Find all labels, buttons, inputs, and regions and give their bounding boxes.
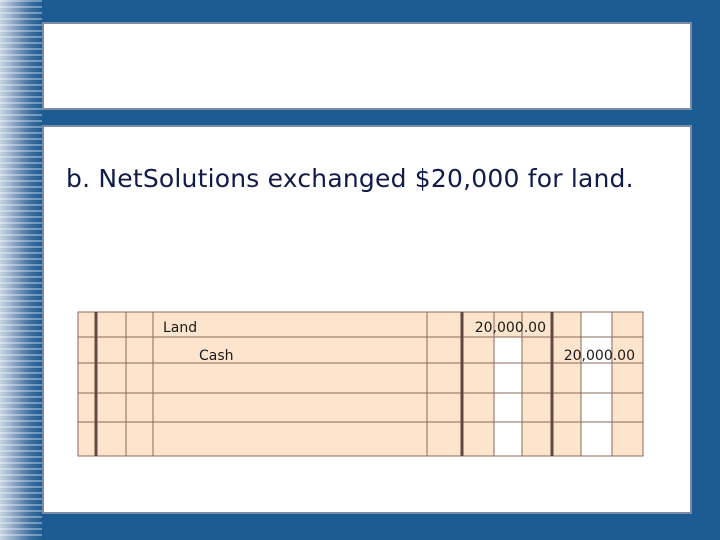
debit-amount: 20,000.00 bbox=[474, 320, 546, 336]
account-land: Land bbox=[163, 320, 198, 336]
account-cash: Cash bbox=[199, 348, 234, 364]
debit-cents-column bbox=[494, 337, 522, 456]
credit-amount: 20,000.00 bbox=[563, 348, 635, 364]
credit-cents-column bbox=[581, 312, 612, 456]
slide-title: b. NetSolutions exchanged $20,000 for land. bbox=[66, 164, 634, 193]
